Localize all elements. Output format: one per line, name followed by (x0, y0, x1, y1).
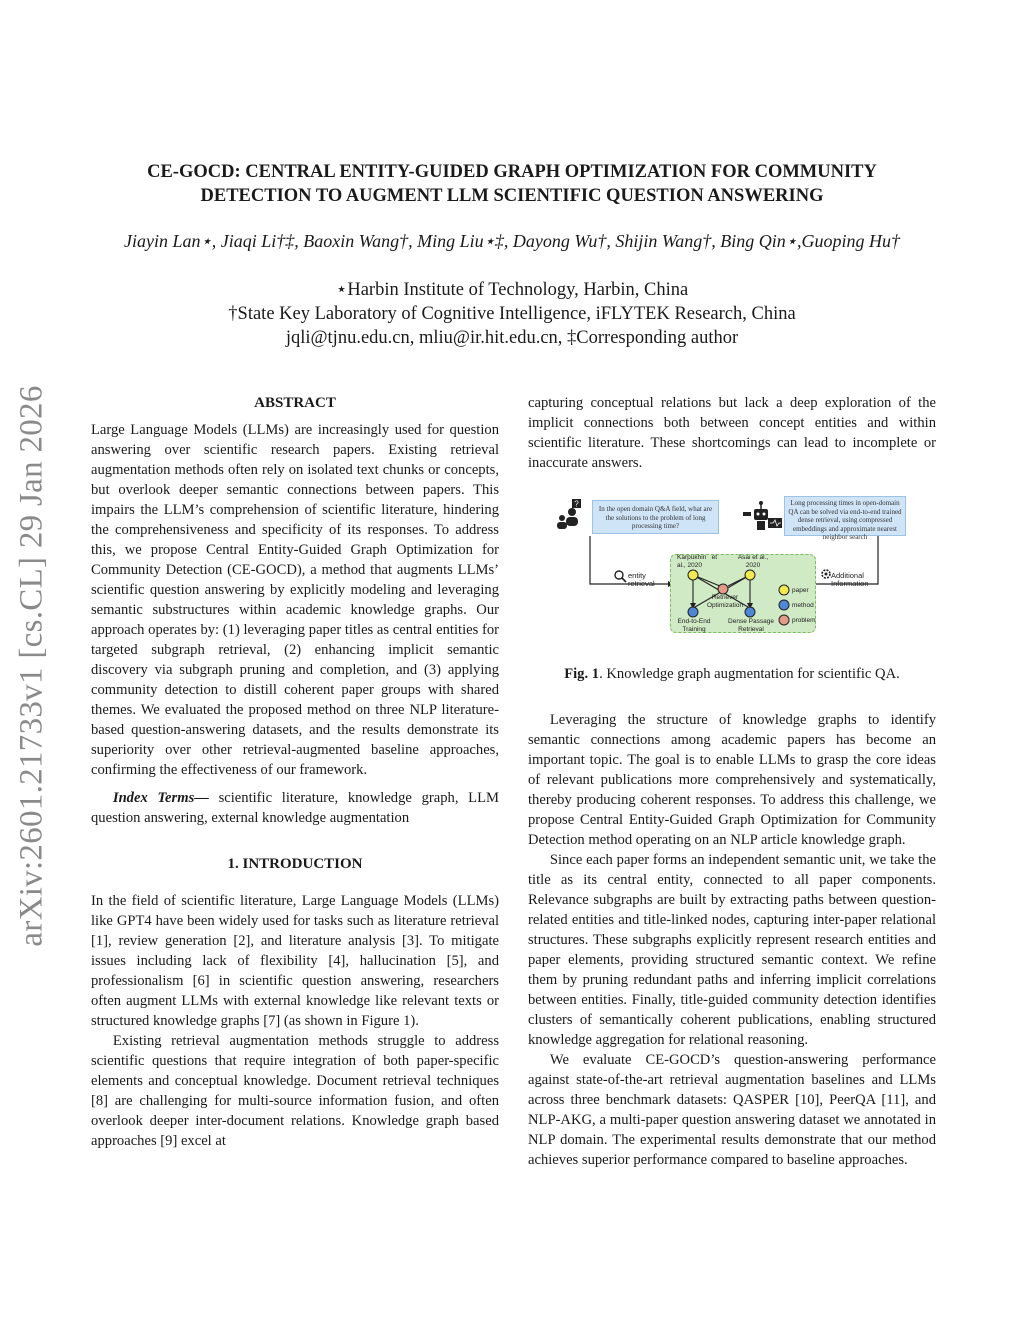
index-terms (91, 788, 499, 828)
node-end-to-end (688, 607, 698, 617)
arxiv-stamp: arXiv:2601.21733v1 [cs.CL] 29 Jan 2026 (13, 385, 50, 947)
user-icon (557, 499, 581, 529)
figure-1 (528, 496, 936, 646)
legend-problem-swatch (779, 615, 789, 625)
abstract-text: Large Language Models (LLMs) are increasingly used for question answering over scientific research papers. Existing retrieval augmentation methods often rely on isolated text chunks or concepts, but overlook deeper semantic connections between papers. This impairs the LLM’s comprehension of scientific literature, hindering the comprehensiveness and specificity of its responses. To address this, we propose Central Entity-Guided Graph Optimization for Community Detection (CE-GOCD), a method that augments LLMs’ scientific question answering by explicitly modeling and leveraging semantic substructures within academic knowledge graphs. Our approach operates by: (1) leveraging paper titles as central entities for targeted subgraph retrieval, (2) enhancing implicit semantic discovery via subgraph pruning and completion, and (3) applying community detection to distill coherent paper groups with shared themes. We evaluated the proposed method on three NLP literature-based question-answering datasets, and the results demonstrate its superiority over other retrieval-augmented baseline approaches, confirming the effectiveness of our framework. (91, 422, 499, 778)
paper-title: CE-GOCD: CENTRAL ENTITY-GUIDED GRAPH OPTIMIZATION FOR COMMUNITY DETECTION TO AUGMENT LLM SCIENTIFIC QUESTION ANSWERING (147, 162, 877, 206)
intro-paragraph-5: We evaluate CE-GOCD’s question-answering performance against state-of-the-art retrieval augmentation baselines and LLMs across three benchmark datasets: QASPER [10], PeerQA [11], and NLP-AKG, a multi-paper question answering dataset we annotated in NLP domain. The experimental results demonstrate that our method achieves superior performance compared to baseline approaches. (528, 1052, 936, 1168)
svg-text:?: ? (574, 499, 579, 509)
index-terms-label: Index Terms— (112, 790, 209, 806)
label-dense-passage: Dense Passage Retrieval (728, 618, 774, 633)
subgraph-box (670, 554, 816, 633)
search-icon (615, 571, 626, 582)
label-asai: Asai et al., 2020 (737, 554, 769, 569)
intro-paragraph-2-continued: capturing conceptual relations but lack a deep exploration of the implicit connections both between concept entities and within scientific literature. These shortcomings can lead to incomplete or inaccurate answers. (528, 395, 936, 471)
affiliations: ⋆Harbin Institute of Technology, Harbin, China †State Key Laboratory of Cognitive Intelligence, iFLYTEK Research, China jqli@tjnu.edu.cn, mliu@ir.hit.edu.cn, ‡Corresponding author (228, 280, 796, 348)
additional-info-label: Additional Information (831, 571, 869, 588)
robot-icon (743, 501, 782, 530)
node-retriever-optimization (718, 584, 728, 594)
node-dense-passage (745, 607, 755, 617)
intro-paragraph-4: Since each paper forms an independent semantic unit, we take the title as its central entity, connected to all paper components. Relevance subgraphs are built by extracting paths between question-related entities and title-linked nodes, capturing inter-paper relational structures. These subgraphs explicitly represent research entities and paper elements, providing structured semantic context. We refine them by pruning redundant paths and inferring implicit correlations between entities. Finally, title-guided community detection identifies clusters of semantically coherent publications, enabling structured knowledge aggregation for relational reasoning. (528, 852, 936, 1048)
node-asai (745, 570, 755, 580)
right-column (528, 393, 936, 1170)
figure-caption (528, 664, 936, 684)
abstract-heading: ABSTRACT (254, 395, 336, 411)
intro-paragraph-3: Leveraging the structure of knowledge graphs to identify semantic connections among academic papers has become an important topic. The goal is to enable LLMs to grasp the core ideas of relevant publications more comprehensively and systematically, thereby producing coherent responses. To address this challenge, we propose Central Entity-Guided Graph Optimization for Community Detection method operating on an NLP article knowledge graph. (528, 712, 936, 848)
index-terms-text: scientific literature, knowledge graph, LLM question answering, external knowledge augmentation (91, 790, 499, 826)
intro-paragraph-2: Existing retrieval augmentation methods struggle to address scientific questions that require integration of both paper-specific elements and conceptual knowledge. Document retrieval techniques [8] are challenging for multi-source information fusion, and often overlook deeper inter-document relations. Knowledge graph based approaches [9] excel at (91, 1033, 499, 1149)
entity-retrieval-label: entity retrieval (628, 571, 655, 588)
gear-icon (822, 570, 830, 578)
intro-heading: 1. INTRODUCTION (227, 856, 363, 872)
answer-bubble: Long processing times in open-domain QA can be solved via end-to-end trained dense retrieval, using compressed embeddings and approximate nearest neighbor search (784, 496, 906, 536)
label-karpukhin: Karpukhin et al., 2020 (677, 554, 717, 569)
question-bubble: In the open domain Q&A field, what are the solutions to the problem of long processing time? (592, 500, 719, 534)
legend-problem: problem (792, 617, 816, 624)
legend-paper-swatch (779, 585, 789, 595)
intro-paragraph-1: In the field of scientific literature, Large Language Models (LLMs) like GPT4 have been widely used for tasks such as literature retrieval [1], review generation [2], and literature analysis [3]. To mitigate issues including lack of flexibility [4], hallucination [5], and professionalism [6] in scientific question answering, researchers often augment LLMs with external knowledge like relevant texts or structured knowledge graphs [7] (as shown in Figure 1). (91, 893, 499, 1029)
caption-text: . Knowledge graph augmentation for scientific QA. (599, 666, 900, 682)
legend-method-swatch (779, 600, 789, 610)
legend-paper: paper (792, 587, 809, 594)
left-column (91, 393, 499, 1151)
caption-label: Fig. 1 (564, 666, 600, 682)
label-end-to-end: End-to-End Training (677, 618, 711, 633)
legend-method: method (792, 602, 814, 609)
label-retriever-optimization: Retriever Optimization (706, 594, 744, 609)
node-karpukhin (688, 570, 698, 580)
author-list: Jiayin Lan⋆, Jiaqi Li†‡, Baoxin Wang†, Ming Liu⋆‡, Dayong Wu†, Shijin Wang†, Bing Qin⋆,Guoping Hu† (124, 231, 900, 251)
